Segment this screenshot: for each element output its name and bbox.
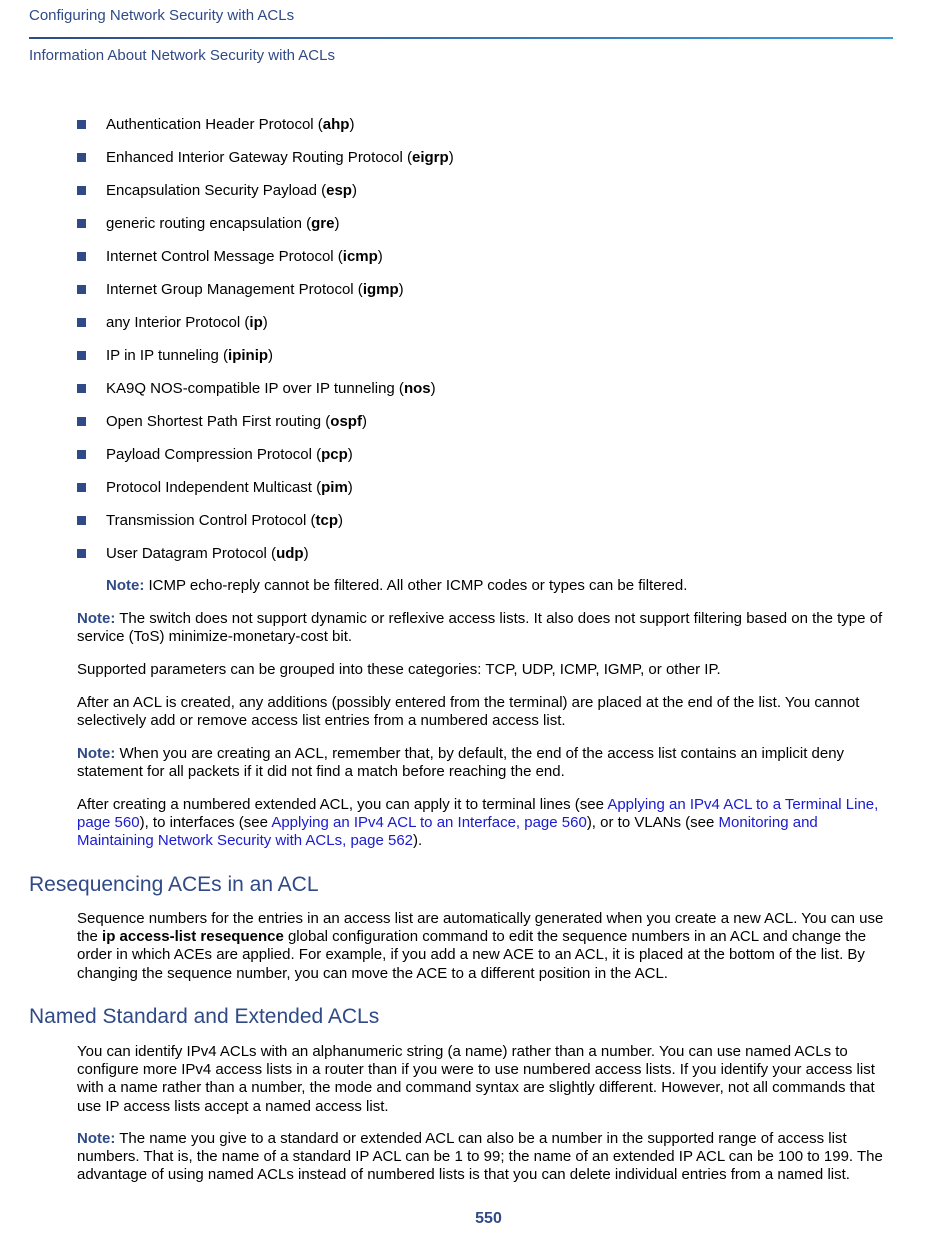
bullet-icon <box>77 285 86 294</box>
list-item: any Interior Protocol (ip) <box>77 311 454 344</box>
bullet-icon <box>77 318 86 327</box>
header-rule <box>29 37 893 39</box>
bullet-icon <box>77 252 86 261</box>
list-item: Transmission Control Protocol (tcp) <box>77 509 454 542</box>
list-item: Open Shortest Path First routing (ospf) <box>77 410 454 443</box>
list-item: Protocol Independent Multicast (pim) <box>77 476 454 509</box>
running-header-section: Information About Network Security with ACLs <box>29 47 335 64</box>
note-icmp: Note: ICMP echo-reply cannot be filtered. All other ICMP codes or types can be filtered. <box>106 577 688 594</box>
running-header-chapter: Configuring Network Security with ACLs <box>29 7 295 24</box>
list-item: Encapsulation Security Payload (esp) <box>77 179 454 212</box>
bullet-icon <box>77 384 86 393</box>
note-dynamic-acl: Note: The switch does not support dynamic or reflexive access lists. It also does not support filtering based on the type of service (ToS) minimize-monetary-cost bit. <box>77 610 883 646</box>
list-item: User Datagram Protocol (udp) <box>77 542 454 575</box>
paragraph-supported-parameters: Supported parameters can be grouped into these categories: TCP, UDP, ICMP, IGMP, or other IP. <box>77 661 721 678</box>
bullet-icon <box>77 186 86 195</box>
bullet-icon <box>77 120 86 129</box>
paragraph-named-acls: You can identify IPv4 ACLs with an alphanumeric string (a name) rather than a number. You can use named ACLs to configure more IPv4 access lists in a router than if you were to use numbered access lists. If you identify your access list with a name rather than a number, the mode and command syntax are slightly different. However, not all commands that use IP access lists accept a named access list. <box>77 1043 875 1115</box>
list-item: IP in IP tunneling (ipinip) <box>77 344 454 377</box>
bullet-icon <box>77 153 86 162</box>
list-item: Authentication Header Protocol (ahp) <box>77 113 454 146</box>
bullet-icon <box>77 417 86 426</box>
list-item: Payload Compression Protocol (pcp) <box>77 443 454 476</box>
link-terminal-line[interactable]: Applying an IPv4 ACL to a Terminal Line, page 560 <box>77 796 879 832</box>
list-item: Internet Group Management Protocol (igmp) <box>77 278 454 311</box>
note-implicit-deny: Note: When you are creating an ACL, remember that, by default, the end of the access list contains an implicit deny statement for all packets if it did not find a match before reaching the end. <box>77 745 845 781</box>
paragraph-resequencing: Sequence numbers for the entries in an access list are automatically generated when you create a new ACL. You can use the ip access-list resequence global configuration command to edit the sequence numbers in an ACL and change the order in which ACEs are applied. For example, if you add a new ACE to an ACL, it is placed at the bottom of the list. By changing the sequence number, you can move the ACE to a different position in the ACL. <box>77 910 884 982</box>
link-monitoring[interactable]: Monitoring and Maintaining Network Security with ACLs, page 562 <box>77 814 818 850</box>
bullet-icon <box>77 219 86 228</box>
list-item: KA9Q NOS-compatible IP over IP tunneling (nos) <box>77 377 454 410</box>
paragraph-acl-additions: After an ACL is created, any additions (possibly entered from the terminal) are placed at the end of the list. You cannot selectively add or remove access list entries from a numbered access list. <box>77 694 860 730</box>
bullet-icon <box>77 450 86 459</box>
section-heading-resequencing: Resequencing ACEs in an ACL <box>29 873 319 896</box>
bullet-icon <box>77 516 86 525</box>
bullet-icon <box>77 549 86 558</box>
page-number: 550 <box>475 1210 502 1227</box>
link-interface[interactable]: Applying an IPv4 ACL to an Interface, page 560 <box>271 814 587 832</box>
list-item: Internet Control Message Protocol (icmp) <box>77 245 454 278</box>
protocol-list <box>77 113 454 575</box>
bullet-icon <box>77 351 86 360</box>
note-named-acl-numbers: Note: The name you give to a standard or extended ACL can also be a number in the supported range of access list numbers. That is, the name of a standard IP ACL can be 1 to 99; the name of an extended IP ACL can be 100 to 199. The advantage of using named ACLs instead of numbered lists is that you can delete individual entries from a named list. <box>77 1130 883 1184</box>
list-item: generic routing encapsulation (gre) <box>77 212 454 245</box>
command-resequence: ip access-list resequence <box>102 928 284 946</box>
list-item: Enhanced Interior Gateway Routing Protocol (eigrp) <box>77 146 454 179</box>
paragraph-apply-acl: After creating a numbered extended ACL, you can apply it to terminal lines (see Applying an IPv4 ACL to a Terminal Line, page 560), to interfaces (see Applying an IPv4 ACL to an Interface, page 560), or to VLANs (see Monitoring and Maintaining Network Security with ACLs, page 562). <box>77 796 879 850</box>
bullet-icon <box>77 483 86 492</box>
section-heading-named-acls: Named Standard and Extended ACLs <box>29 1005 380 1028</box>
